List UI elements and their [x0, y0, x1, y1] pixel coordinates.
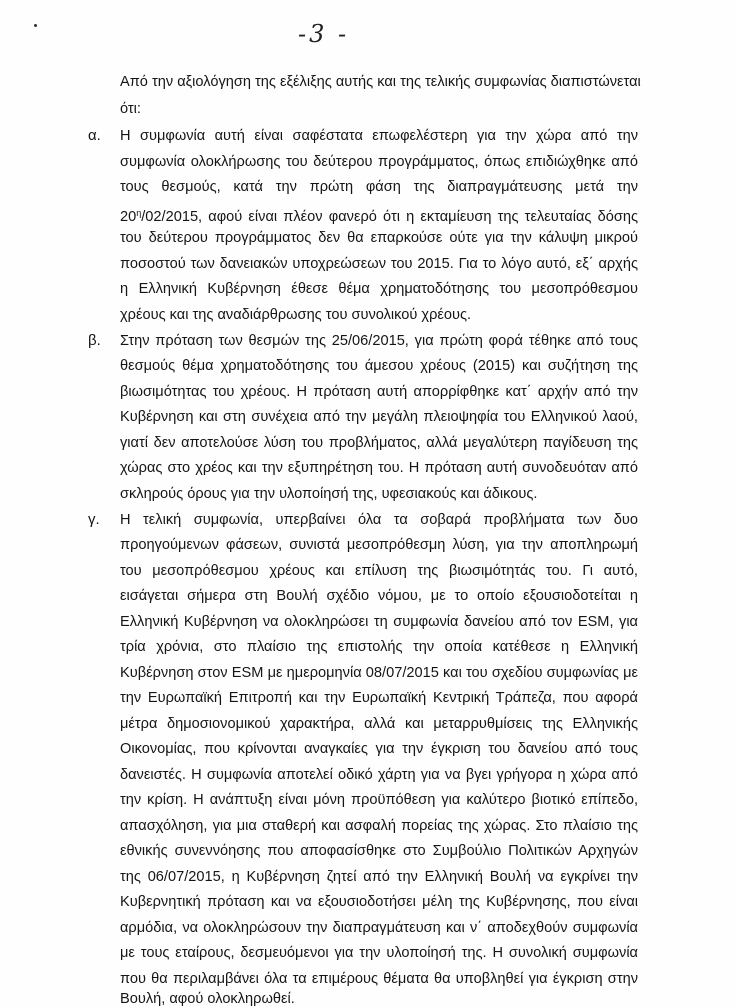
paragraph-line: ποσοστού των δανειακών υποχρεώσεων του 2015. Για το λόγο αυτό, εξ΄ αρχής: [120, 256, 638, 272]
paragraph-line: Η συμφωνία αυτή είναι σαφέστατα επωφελέστερη για την χώρα από την: [120, 128, 638, 144]
paragraph-line: απασχόληση, για μια σταθερή και ασφαλή πορείας της χώρας. Στο πλαίσιο της: [120, 818, 638, 834]
item-marker-beta: β.: [88, 332, 101, 349]
date-rest: /02/2015, αφού είναι πλέον φανερό ότι η εκταμίευση της τελευταίας δόσης: [141, 209, 638, 225]
scan-speck: [34, 24, 37, 27]
paragraph-line: Κυβέρνηση στον ESM με ημερομηνία 08/07/2015 και του σχεδίου συμφωνίας με: [120, 665, 638, 681]
paragraph-line: τρία χρόνια, στο πλαίσιο της επιστολής την οποία κατέθεσε η Ελληνική: [120, 639, 638, 655]
paragraph-line: Οικονομίας, που κρίνονται αναγκαίες για την έγκριση του δανείου από τους: [120, 741, 638, 757]
paragraph-line: την Ευρωπαϊκή Επιτροπή και την Ευρωπαϊκή Κεντρική Τράπεζα, που αφορά: [120, 690, 638, 706]
paragraph-line: του μεσοπρόθεσμου χρέους και επίλυση της βιωσιμότητάς του. Γι αυτό,: [120, 563, 638, 579]
paragraph-line: Στην πρόταση των θεσμών της 25/06/2015, για πρώτη φορά τέθηκε από τους: [120, 333, 638, 349]
paragraph-line: Κυβέρνηση και στη συνέχεια από την μεγάλη πλειοψηφία του Ελληνικού λαού,: [120, 409, 638, 425]
paragraph-line: την κρίση. Η ανάπτυξη είναι μόνη προϋπόθεση για καλύτερο βιοτικό επίπεδο,: [120, 792, 638, 808]
intro-line-1: Από την αξιολόγηση της εξέλιξης αυτής και της τελικής συμφωνίας διαπιστώνεται: [120, 74, 641, 90]
paragraph-line: σκληρούς όρους για την υλοποίησή της, υφεσιακούς και άδικους.: [120, 486, 538, 502]
page-number: -3 -: [298, 20, 350, 48]
paragraph-line: Κυβερνητική πρόταση και να εξουσιοδοτήσει μέλη της Κυβέρνησης, που είναι: [120, 894, 638, 910]
intro-line-2: ότι:: [120, 101, 141, 117]
paragraph-line: βιωσιμότητας του χρέους. Η πρόταση αυτή απορρίφθηκε κατ΄ αρχήν από την: [120, 384, 638, 400]
paragraph-line: η Ελληνική Κυβέρνηση έθεσε θέμα χρηματοδότησης του μεσοπρόθεσμου: [120, 281, 638, 297]
paragraph-line: χώρας στο χρέος και την εξυπηρέτηση του. Η πρόταση αυτή συνοδευόταν από: [120, 460, 638, 476]
paragraph-line: που θα περιλαμβάνει όλα τα επιμέρους θέματα θα υποβληθεί για έγκριση στην: [120, 971, 638, 987]
paragraph-line: τους θεσμούς, κατά την πρώτη φάση της διαπραγμάτευσης μετά την: [120, 179, 638, 195]
paragraph-line: εισάγεται σήμερα στη Βουλή σχέδιο νόμου, με το οποίο εξουσιοδοτείται η: [120, 588, 638, 604]
paragraph-line: συμφωνία ολοκλήρωσης του δεύτερου προγράμματος, όπως επιδιώχθηκε από: [120, 154, 638, 170]
ordinal-superscript: η: [136, 208, 142, 218]
paragraph-line: Βουλή, αφού ολοκληρωθεί.: [120, 991, 295, 1007]
paragraph-line: εθνικής συνεννόησης που αποφασίσθηκε στο Συμβούλιο Πολιτικών Αρχηγών: [120, 843, 638, 859]
item-marker-gamma: γ.: [88, 511, 100, 528]
date-day: 20: [120, 209, 137, 225]
paragraph-line: Η τελική συμφωνία, υπερβαίνει όλα τα σοβαρά προβλήματα των δυο: [120, 512, 638, 528]
paragraph-line: Ελληνική Κυβέρνηση να ολοκληρώσει τη συμφωνία δανείου από τον ESM, για: [120, 614, 638, 630]
paragraph-line: προηγούμενων φάσεων, συνιστά μεσοπρόθεσμη λύση, για την αποπληρωμή: [120, 537, 638, 553]
paragraph-line: θεσμούς θέμα χρηματοδότησης του άμεσου χρέους (2015) και συζήτηση της: [120, 358, 638, 374]
paragraph-line: με τους εταίρους, δεσμευόμενοι για την υλοποίησή της. Η συνολική συμφωνία: [120, 945, 638, 961]
item-marker-alpha: α.: [88, 127, 101, 144]
paragraph-line: δανειστές. Η συμφωνία αποτελεί οδικό χάρτη για να βγει γρήγορα η χώρα από: [120, 767, 638, 783]
paragraph-line-with-superscript: [120, 204, 638, 226]
paragraph-line: μέτρα δημοσιονομικού χαρακτήρα, αλλά και μεταρρυθμίσεις της Ελληνικής: [120, 716, 638, 732]
paragraph-line: του δεύτερου προγράμματος δεν θα επαρκούσε ούτε για την κάλυψη μικρού: [120, 230, 638, 246]
paragraph-line: αρμόδια, να ολοκληρώσουν την διαπραγμάτευση και ν΄ αποδεχθούν συμφωνία: [120, 920, 638, 936]
paragraph-line: γιατί δεν αποτελούσε λύση του προβλήματος, αλλά μεγαλύτερη παγίδευση της: [120, 435, 638, 451]
paragraph-line: χρέους και της αναδιάρθρωσης του συνολικού χρέους.: [120, 307, 472, 323]
paragraph-line: της 06/07/2015, η Κυβέρνηση ζητεί από την Ελληνική Βουλή να εγκρίνει την: [120, 869, 638, 885]
